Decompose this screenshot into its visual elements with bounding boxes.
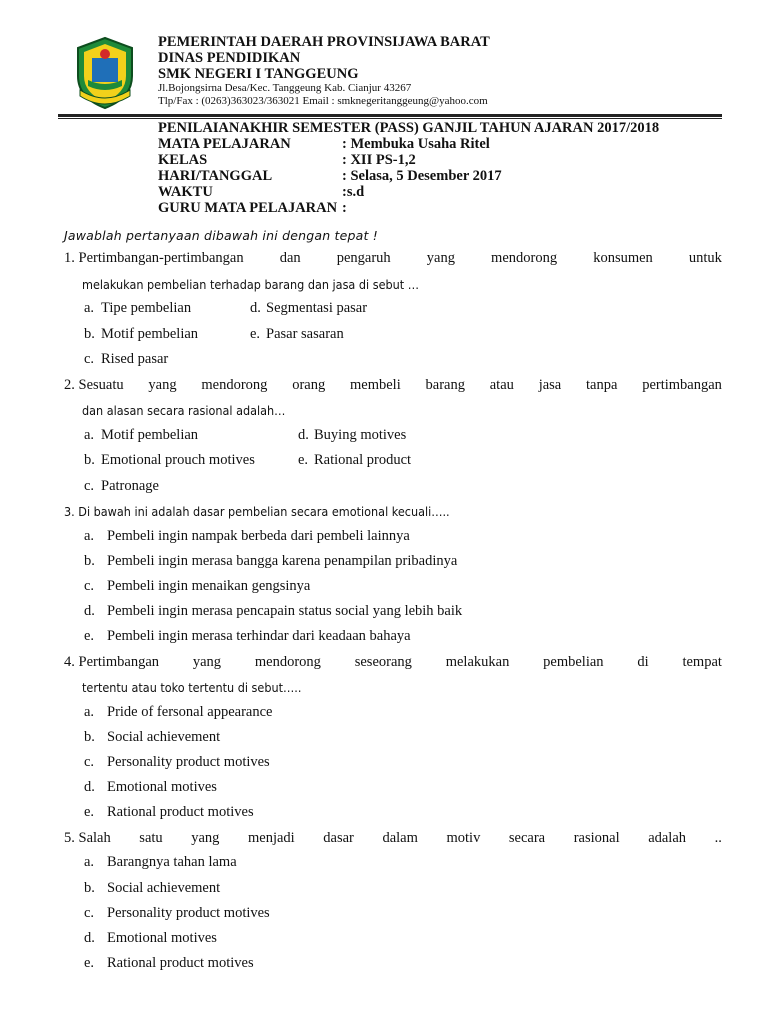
q3-option-d: d. Pembeli ingin merasa pencapain status social yang lebih baik bbox=[84, 603, 463, 619]
info-row: MATA PELAJARAN : Membuka Usaha Ritel bbox=[158, 136, 490, 152]
q4-option-d: d. Emotional motives bbox=[84, 779, 217, 795]
q2-line1: 2. Sesuatu yang mendorong orang membeli barang atau jasa tanpa pertimbangan bbox=[64, 377, 722, 393]
q1-option-c: c. Rised pasar bbox=[84, 351, 169, 367]
q5-option-b: b. Social achievement bbox=[84, 880, 221, 896]
q3-option-c: c. Pembeli ingin menaikan gengsinya bbox=[84, 578, 311, 594]
q2-option-d: d. Buying motives bbox=[298, 427, 407, 443]
exam-info bbox=[158, 120, 659, 216]
q5-option-c: c. Personality product motives bbox=[84, 905, 270, 921]
q4-option-b: b. Social achievement bbox=[84, 729, 221, 745]
q1-line2: melakukan pembelian terhadap barang dan jasa di sebut … bbox=[82, 277, 420, 292]
jawa-barat-emblem bbox=[74, 36, 136, 110]
q5-line1: 5. Salah satu yang menjadi dasar dalam motiv secara rasional adalah .. bbox=[64, 830, 722, 846]
q2-option-e: e. Rational product bbox=[298, 452, 412, 468]
q1-option-e: e. Pasar sasaran bbox=[250, 326, 344, 342]
info-row: KELAS : XII PS-1,2 bbox=[158, 152, 416, 168]
instruction: Jawablah pertanyaan dibawah ini dengan tepat ! bbox=[64, 228, 378, 243]
header-line3: SMK NEGERI I TANGGEUNG bbox=[158, 66, 359, 82]
q2-line2: dan alasan secara rasional adalah… bbox=[82, 403, 286, 418]
header-contact: Tlp/Fax : (0263)363023/363021 Email : smknegeritanggeung@yahoo.com bbox=[158, 95, 488, 107]
q3-option-b: b. Pembeli ingin merasa bangga karena penampilan pribadinya bbox=[84, 553, 458, 569]
q4-line2: tertentu atau toko tertentu di sebut….. bbox=[82, 680, 302, 695]
q1-option-b: b. Motif pembelian bbox=[84, 326, 199, 342]
q4-option-e: e. Rational product motives bbox=[84, 804, 254, 820]
q5-option-d: d. Emotional motives bbox=[84, 930, 217, 946]
header-divider-thick bbox=[58, 114, 722, 117]
header-line1: PEMERINTAH DAERAH PROVINSIJAWA BARAT bbox=[158, 34, 490, 50]
q4-line1: 4. Pertimbangan yang mendorong seseorang melakukan pembelian di tempat bbox=[64, 654, 722, 670]
header-line2: DINAS PENDIDIKAN bbox=[158, 50, 301, 66]
q5-option-e: e. Rational product motives bbox=[84, 955, 254, 971]
q2-option-b: b. Emotional prouch motives bbox=[84, 452, 255, 468]
q1-line1: 1. Pertimbangan-pertimbangan dan pengaruh yang mendorong konsumen untuk bbox=[64, 250, 722, 266]
header-address: Jl.Bojongsirna Desa/Kec. Tanggeung Kab. Cianjur 43267 bbox=[158, 82, 412, 94]
q4-option-c: c. Personality product motives bbox=[84, 754, 270, 770]
info-row: GURU MATA PELAJARAN : bbox=[158, 200, 347, 216]
exam-title: PENILAIANAKHIR SEMESTER (PASS) GANJIL TAHUN AJARAN 2017/2018 bbox=[158, 120, 660, 136]
q5-option-a: a. Barangnya tahan lama bbox=[84, 854, 237, 870]
q1-option-d: d. Segmentasi pasar bbox=[250, 300, 368, 316]
school-header bbox=[158, 34, 490, 108]
q3-line1: 3. Di bawah ini adalah dasar pembelian secara emotional kecuali….. bbox=[64, 504, 450, 519]
header-divider-thin bbox=[58, 118, 722, 119]
info-row: HARI/TANGGAL : Selasa, 5 Desember 2017 bbox=[158, 168, 502, 184]
info-row: WAKTU :s.d bbox=[158, 184, 365, 200]
q2-option-a: a. Motif pembelian bbox=[84, 427, 199, 443]
q2-option-c: c. Patronage bbox=[84, 478, 159, 494]
q1-option-a: a. Tipe pembelian bbox=[84, 300, 192, 316]
q3-option-e: e. Pembeli ingin merasa terhindar dari keadaan bahaya bbox=[84, 628, 411, 644]
q3-option-a: a. Pembeli ingin nampak berbeda dari pembeli lainnya bbox=[84, 528, 410, 544]
q4-option-a: a. Pride of fersonal appearance bbox=[84, 704, 273, 720]
